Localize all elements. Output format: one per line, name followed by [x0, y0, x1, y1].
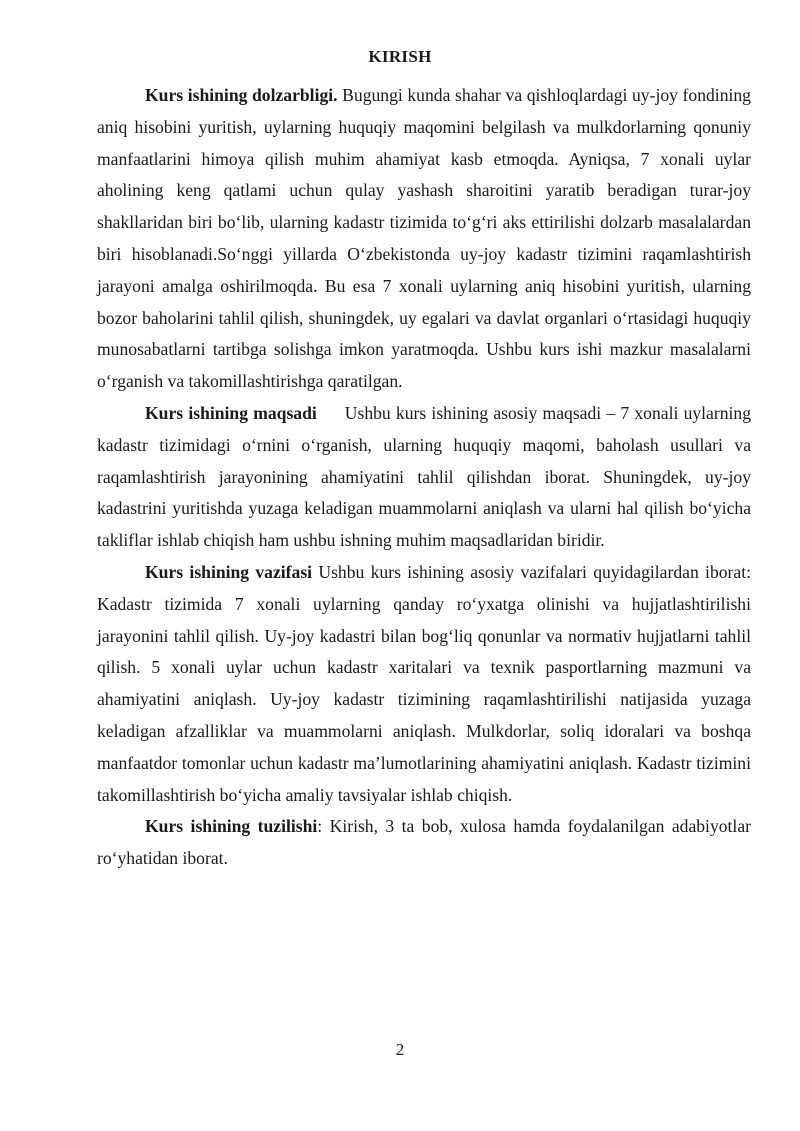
paragraph-text: : Kirish, 3 ta bob, xulosa hamda foydalanilgan adabiyotlar ro‘yhatidan iborat.: [97, 816, 751, 869]
paragraph-tasks: [97, 557, 751, 811]
paragraph-lead: Kurs ishining vazifasi: [145, 561, 313, 582]
paragraph-text: Ushbu kurs ishining asosiy maqsadi – 7 xonali uylarning kadastr tizimidagi o‘rnini o‘rganish, ularning huquqiy maqomi, baholash usullari va raqamlashtirish jarayonining ahamiyatini tahlil qilishdan iborat. Shuningdek, uy-joy kadastrini yuritishda yuzaga keladigan muammolarni aniqlash va ularni hal qilish bo‘yicha takliflar ishlab chiqish ham ushbu ishning muhim maqsadlaridan biridir.: [97, 402, 751, 551]
page-number: 2: [395, 1040, 405, 1059]
paragraph-text: Ushbu kurs ishining asosiy vazifalari quyidagilardan iborat: Kadastr tizimida 7 xonali uylarning qanday ro‘yxatga olinishi va hujjatlashtirilishi jarayonini tahlil qilish. Uy-joy kadastri bilan bog‘liq qonunlar va normativ hujjatlarni tahlil qilish. 5 xonali uylar uchun kadastr xaritalari va texnik pasportlarning mazmuni va ahamiyatini aniqlash. Uy-joy kadastr tizimining raqamlashtirilishi natijasida yuzaga keladigan afzalliklar va muammolarni aniqlash. Mulkdorlar, soliq idoralari va boshqa manfaatdor tomonlar uchun kadastr ma’lumotlarining ahamiyatini aniqlash. Kadastr tizimini takomillashtirish bo‘yicha amaliy tavsiyalar ishlab chiqish.: [97, 561, 751, 805]
paragraph-text: Bugungi kunda shahar va qishloqlardagi uy-joy fondining aniq hisobini yuritish, uylarning huquqiy maqomini belgilash va mulkdorlarning qonuniy manfaatlarini himoya qilish muhim ahamiyat kasb etmoqda. Ayniqsa, 7 xonali uylar aholining keng qatlami uchun qulay yashash sharoitini yaratib beradigan turar-joy shakllaridan biri bo‘lib, ularning kadastr tizimida to‘g‘ri aks ettirilishi dolzarb masalalardan biri hisoblanadi.So‘nggi yillarda O‘zbekistonda uy-joy kadastr tizimini raqamlashtirish jarayoni amalga oshirilmoqda. Bu esa 7 xonali uylarning aniq hisobini yuritish, ularning bozor baholarini tahlil qilish, shuningdek, uy egalari va davlat organlari o‘rtasidagi huquqiy munosabatlarni tartibga solishga imkon yaratmoqda. Ushbu kurs ishi mazkur masalalarni o‘rganish va takomillashtirishga qaratilgan.: [97, 85, 751, 392]
paragraph-purpose: [97, 398, 751, 557]
paragraph-relevance: [97, 80, 751, 398]
paragraph-lead: Kurs ishining dolzarbligi.: [145, 85, 338, 105]
page-title: KIRISH: [368, 47, 432, 66]
paragraph-structure: [97, 811, 751, 875]
paragraph-lead: Kurs ishining maqsadi: [145, 402, 317, 423]
paragraph-lead: Kurs ishining tuzilishi: [145, 816, 318, 837]
body-text: [97, 80, 751, 875]
